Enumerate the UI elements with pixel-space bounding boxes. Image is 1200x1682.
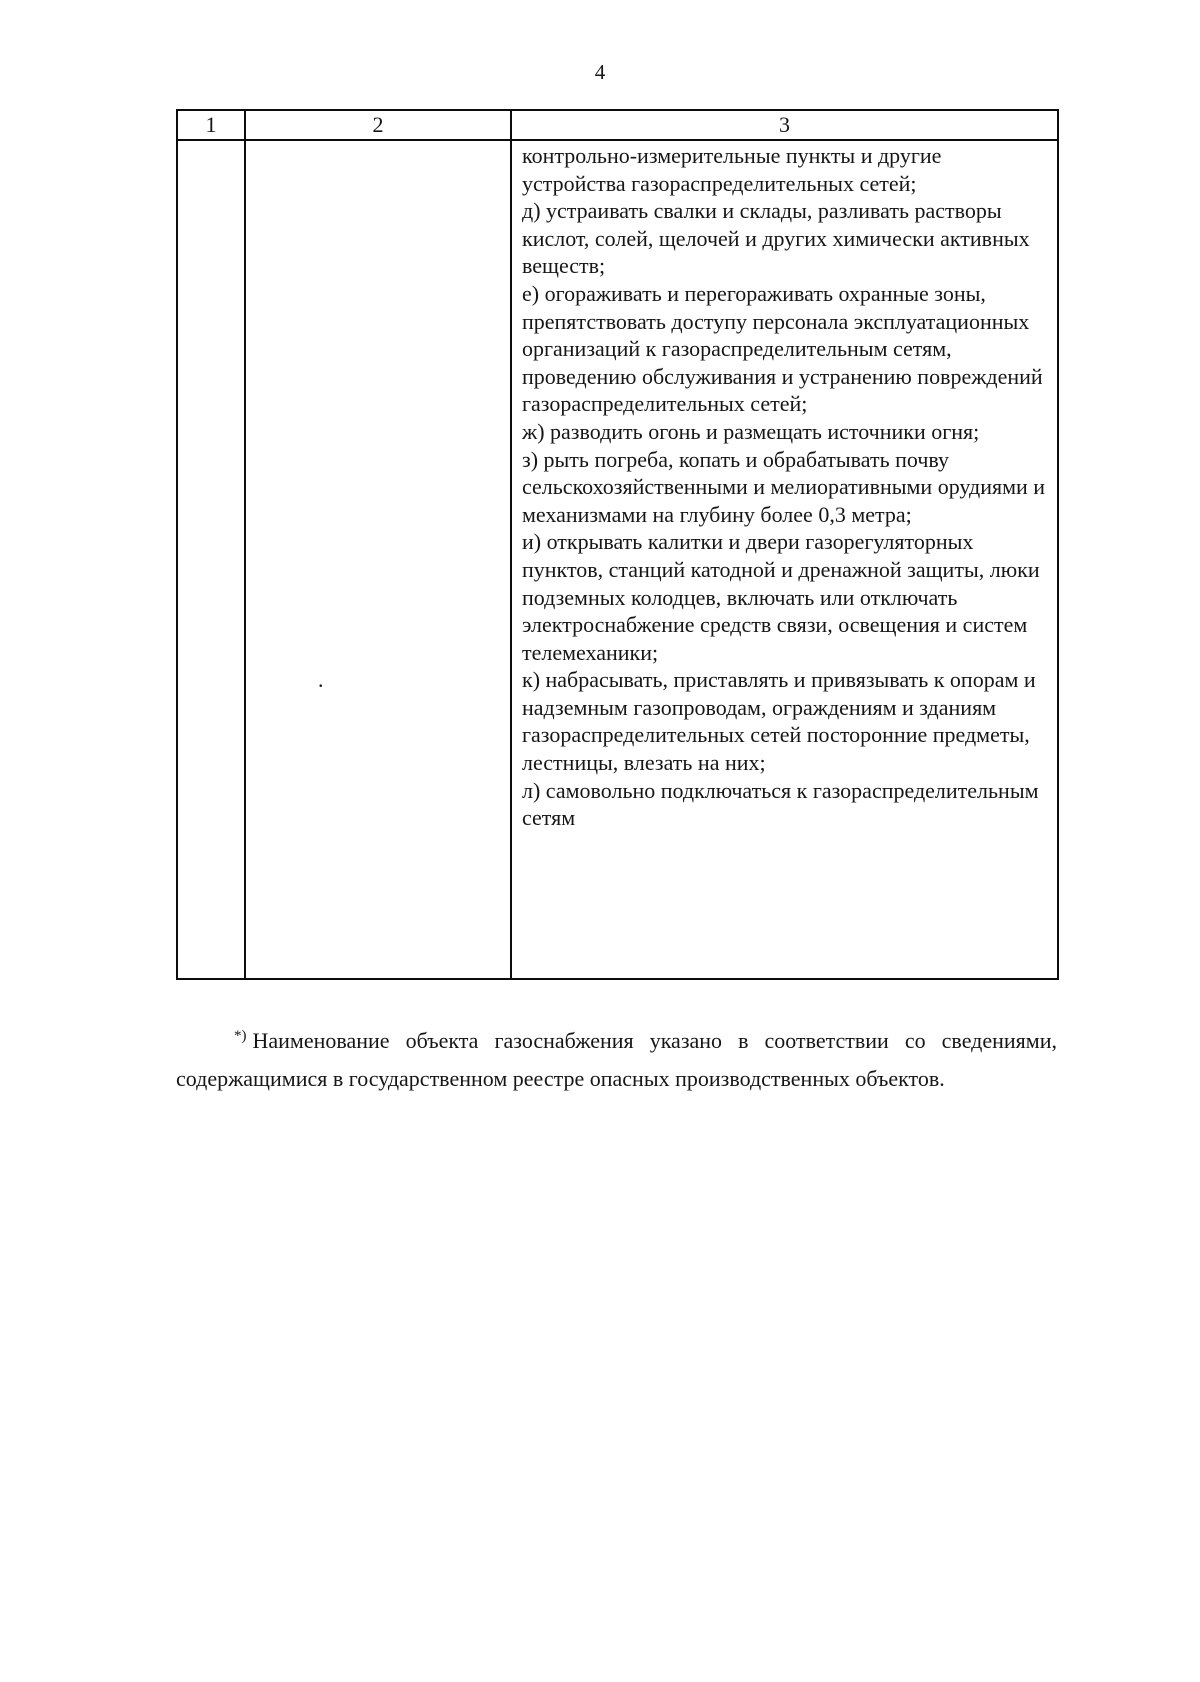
- col3-paragraph: е) огораживать и перегораживать охранные зоны, препятствовать доступу персонала эксплуатационных организаций к газораспределительным сетям, проведению обслуживания и устранению повреждений газораспределительных сетей;: [522, 280, 1043, 417]
- col3-paragraph: з) рыть погреба, копать и обрабатывать почву сельскохозяйственными и мелиоративными орудиями и механизмами на глубину более 0,3 метра;: [522, 446, 1046, 527]
- col3-paragraph: контрольно-измерительные пункты и другие устройства газораспределительных сетей;: [522, 143, 942, 196]
- content-table: [176, 109, 1059, 980]
- table-cell-col1: [177, 140, 245, 979]
- col3-paragraph: и) открывать калитки и двери газорегуляторных пунктов, станций катодной и дренажной защиты, люки подземных колодцев, включать или отключать электроснабжение средств связи, освещения и систем телемеханики;: [522, 529, 1040, 665]
- footnote-marker: *): [234, 1027, 247, 1044]
- col3-paragraph: д) устраивать свалки и склады, разливать растворы кислот, солей, щелочей и других химически активных веществ;: [522, 198, 1030, 279]
- col3-paragraph: ж) разводить огонь и размещать источники огня;: [522, 418, 980, 444]
- table-header-col2: 2: [245, 110, 511, 140]
- table-header-row: [177, 110, 1058, 140]
- table-body-row: [177, 140, 1058, 979]
- page-number: 4: [594, 60, 606, 84]
- table-header-col1: 1: [177, 110, 245, 140]
- footnote-text: Наименование объекта газоснабжения указано в соответствии со сведениями, содержащимися в государственном реестре опасных производственных объектов.: [176, 1028, 1057, 1091]
- footnote: [176, 1022, 1057, 1098]
- table-cell-col2: [245, 140, 511, 979]
- table-cell-col3: [511, 140, 1058, 979]
- col3-paragraph: к) набрасывать, приставлять и привязывать к опорам и надземным газопроводам, ограждениям и зданиям газораспределительных сетей посторонние предметы, лестницы, влезать на них;: [522, 667, 1036, 776]
- col3-paragraph: л) самовольно подключаться к газораспределительным сетям: [522, 777, 1039, 831]
- stray-mark: .: [318, 667, 324, 692]
- table-header-col3: 3: [511, 110, 1058, 140]
